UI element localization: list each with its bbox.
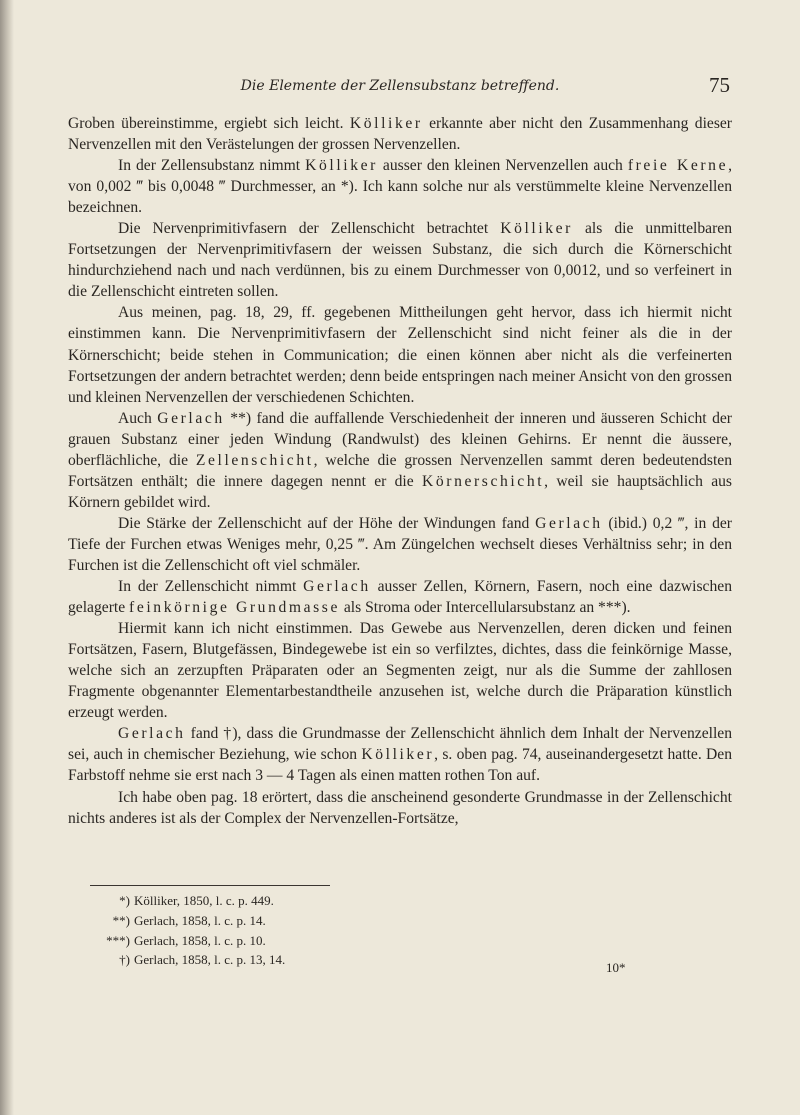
text-run: In der Zellenschicht nimmt [118, 578, 304, 596]
text-run: fand †), dass die Grundmasse der Zellenschicht ähnlich dem Inhalt der Nervenzellen sei, auch in chemischer Beziehung, wie schon [68, 725, 732, 764]
author-name: Körnerschicht [422, 472, 545, 490]
text-run: Die Nervenprimitivfasern der Zellenschicht betrachtet [118, 220, 501, 238]
footnote [100, 931, 500, 951]
author-name: feinkörnige Grundmasse [129, 599, 340, 617]
text-run: Hiermit kann ich nicht einstimmen. Das Gewebe aus Nervenzellen, deren dicken und feinen Fortsätzen, Fasern, Blutgefässen, Bindegewebe ist ein so verfilztes, dichtes, dass die feinkörnige Masse, welche sich an zerzupften Präparaten oder an Segmenten zeigt, nur als die Summe der zahllosen Fragmente obgenannter Elementarbestandtheile anzusehen ist, welche durch die Präparation künstlich erzeugt werden. [68, 620, 732, 722]
author-name: Kölliker [361, 746, 435, 764]
footnote-text: Gerlach, 1858, l. c. p. 13, 14. [134, 952, 286, 968]
page-edge [0, 0, 14, 1115]
text-run: als Stroma oder Intercellularsubstanz an ***). [339, 599, 631, 617]
footnote [100, 911, 500, 931]
text-run: Auch [118, 409, 158, 427]
footnote-mark: ***) [106, 932, 130, 948]
running-title: Die Elemente der Zellensubstanz betreffend. [240, 78, 560, 94]
text-run: Aus meinen, pag. 18, 29, ff. gegebenen Mittheilungen geht hervor, dass ich hiermit nicht einstimmen kann. Die Nervenprimitivfasern der Zellenschicht sind nicht feiner als die in der Körnerschicht; beide stehen in Communication; die einen können aber nicht als die verfeinerten Fortsetzungen der andern betrachtet werden; denn beide entspringen nach meiner Ansicht von den grossen und kleinen Nervenzellen der verschiedenen Schichten. [68, 304, 732, 406]
paragraph [68, 576, 732, 618]
author-name: Gerlach [157, 409, 225, 427]
paragraph [68, 302, 732, 407]
footnote [100, 950, 500, 970]
author-name: Kölliker [500, 220, 573, 238]
footnotes [100, 891, 500, 970]
author-name: Kölliker [305, 157, 378, 175]
text-run: , welche die grossen Nervenzellen sammt deren bedeutendsten Fortsätzen enthält; die innere dagegen nennt er die [68, 451, 732, 490]
text-run: (ibid.) 0,2 ‴, in der Tiefe der Furchen etwas Weniges mehr, 0,25 ‴. Am Züngelchen wechselt dieses Verhältniss sehr; in den Furchen ist die Zellenschicht oft viel schmäler. [68, 514, 733, 574]
footnote-mark: *) [119, 893, 130, 908]
text-run: , weil sie hauptsächlich aus Körnern gebildet wird. [68, 472, 733, 511]
signature-mark: 10* [606, 960, 626, 975]
paragraph [68, 513, 732, 576]
body-text [68, 113, 732, 829]
paragraph [68, 787, 732, 829]
text-run: ausser den kleinen Nervenzellen auch [377, 157, 628, 175]
author-name: Gerlach [535, 514, 603, 532]
text-run: Ich habe oben pag. 18 erörtert, dass die anscheinend gesonderte Grundmasse in der Zellenschicht nichts anderes ist als der Complex der Nervenzellen-Fortsätze, [68, 788, 732, 827]
paragraph [68, 218, 732, 302]
author-name: Gerlach [118, 725, 186, 743]
footnote-text: Kölliker, 1850, l. c. p. 449. [134, 893, 274, 908]
author-name: freie Kerne [627, 157, 729, 175]
page-number: 75 [709, 73, 730, 97]
paragraph [68, 723, 732, 786]
paragraph [68, 408, 732, 513]
text-run: In der Zellensubstanz nimmt [118, 157, 306, 175]
footnote-mark: †) [119, 952, 130, 968]
author-name: Gerlach [303, 578, 371, 596]
text-run: als die unmittelbaren Fortsetzungen der Nervenprimitivfasern der weissen Substanz, die sich durch die Körnerschicht hindurchziehend nach und nach verdünnen, bis zu einem Durchmesser von 0,0012, und so verfeinert in die Zellenschicht eintreten sollen. [68, 220, 733, 301]
footnote-text: Gerlach, 1858, l. c. p. 10. [134, 932, 266, 948]
author-name: Zellenschicht [195, 451, 314, 469]
running-head [68, 73, 732, 98]
paragraph [68, 155, 732, 218]
paragraph [68, 113, 732, 155]
text-run: erkannte aber nicht den Zusammenhang dieser Nervenzellen mit den Verästelungen der grossen Nervenzellen. [68, 115, 732, 154]
text-run: , s. oben pag. 74, auseinandergesetzt hatte. Den Farbstoff nehme sie erst nach 3 — 4 Tagen als einen matten rothen Ton auf. [68, 746, 732, 785]
paragraph [68, 618, 732, 723]
author-name: Kölliker [349, 115, 423, 132]
footnote-rule [90, 885, 330, 886]
text-run: , von 0,002 ‴ bis 0,0048 ‴ Durchmesser, an *). Ich kann solche nur als verstümmelte kleine Nervenzellen bezeichnen. [68, 157, 733, 217]
footnote-mark: **) [112, 912, 130, 928]
text-run: **) fand die auffallende Verschiedenheit der inneren und äusseren Schicht der grauen Substanz einer jeden Windung (Randwulst) des kleinen Gehirns. Er nennt die äussere, oberflächliche, die [68, 409, 732, 469]
text-run: ausser Zellen, Körnern, Fasern, noch eine dazwischen gelagerte [68, 578, 732, 617]
text-run: Die Stärke der Zellenschicht auf der Höhe der Windungen fand [118, 514, 536, 532]
footnote-text: Gerlach, 1858, l. c. p. 14. [134, 912, 266, 928]
text-run: Groben übereinstimme, ergiebt sich leicht. [68, 115, 350, 132]
footnote [100, 891, 500, 911]
